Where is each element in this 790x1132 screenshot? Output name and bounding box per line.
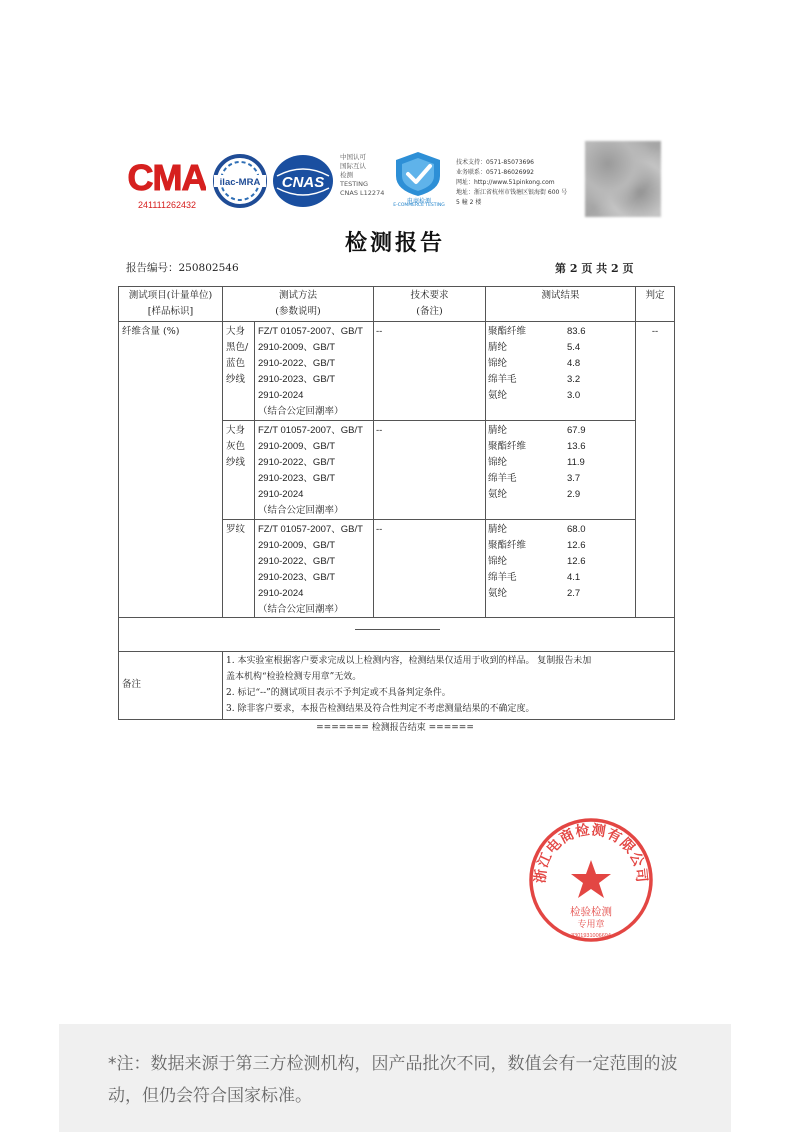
requirement-value: -- [376,425,383,436]
requirement-value: -- [376,524,383,535]
contact-tech-support: 技术支持：0571-85073696 [456,159,534,166]
blurred-qr-code [585,141,661,217]
sample-label: 罗纹 [226,524,246,535]
remark-3: 3. 除非客户要求，本报告检测结果及符合性判定不考虑测量结果的不确定度。 [226,704,535,714]
contact-website: 网址：http://www.51pinkong.com [456,179,555,186]
sample-label: 大身 灰色 纱线 [226,425,246,468]
ecommerce-testing-label: 电商检测 [406,198,431,205]
seal-label-1: 检验检测 [570,906,612,918]
header-requirement: 技术要求 (备注) [410,290,449,317]
cnas-logo-text: CNAS [281,174,325,191]
report-title: 检测报告 [344,230,445,256]
contact-address: 地址：浙江省杭州市钱塘区银海街 600 号 [456,189,568,196]
item-fiber-content: 纤维含量 (%) [122,326,180,337]
header-method: 测试方法 (参数说明) [275,290,321,317]
result-values: 67.9 13.6 11.9 3.7 2.9 [567,425,586,500]
seal-label-2: 专用章 [577,920,605,930]
result-names: 聚酯纤维 腈纶 锦纶 绵羊毛 氨纶 [488,326,527,401]
remarks-label: 备注 [122,679,142,690]
header-item: 测试项目(计量单位) [样品标识] [128,290,213,317]
seal-number: 3301931006694 [571,933,611,939]
cnas-logo [271,152,335,210]
test-method: FZ/T 01057-2007、GB/T 2910-2009、GB/T 2910-2022、GB/T 2910-2023、GB/T 2910-2024 （结合公定回潮率） [258,425,363,516]
remark-1: 1. 本实验室根据客户要求完成以上检测内容，检测结果仅适用于收到的样品。 复制报告未加 [226,656,592,666]
result-names: 腈纶 聚酯纤维 锦纶 绵羊毛 氨纶 [488,524,527,599]
sample-label: 大身 黑色/ 蓝色 纱线 [226,326,249,385]
test-method: FZ/T 01057-2007、GB/T 2910-2009、GB/T 2910-2022、GB/T 2910-2023、GB/T 2910-2024 （结合公定回潮率） [258,326,363,417]
test-method: FZ/T 01057-2007、GB/T 2910-2009、GB/T 2910-2022、GB/T 2910-2023、GB/T 2910-2024 （结合公定回潮率） [258,524,363,615]
ecommerce-testing-label-en: E-COMMERCE TESTING [393,203,445,208]
test-result-table [118,286,675,720]
page-info: 第 2 页 共 2 页 [555,262,634,275]
judgement-value: -- [651,326,659,337]
contact-info [456,158,567,208]
cma-number: 241111262432 [137,200,197,210]
header-result: 测试结果 [541,290,580,301]
report-end-line: ======= 检测报告结束 ====== [316,723,474,733]
cnas-accreditation-text: 中国认可 国际互认 检测 TESTING CNAS L12274 [340,153,385,197]
remark-2: 2. 标记“--”的测试项目表示不予判定或不具备判定条件。 [226,688,451,698]
remarks-content [226,653,672,717]
cma-logo [128,152,206,212]
ilac-mra-logo [212,152,268,210]
result-values: 83.6 5.4 4.8 3.2 3.0 [567,326,586,401]
ilac-logo-text: ilac-MRA [219,177,261,188]
requirement-value: -- [376,326,383,337]
result-names: 腈纶 聚酯纤维 锦纶 绵羊毛 氨纶 [488,425,527,500]
cma-logo-text: CMA [128,157,206,198]
result-values: 68.0 12.6 12.6 4.1 2.7 [567,524,586,599]
contact-business: 业务联系：0571-86026992 [456,169,534,176]
seal-company-name: 浙江电商检测有限公司 [532,822,650,884]
header-judgement: 判定 [645,290,665,301]
remark-1-cont: 盖本机构“检验检测专用章”无效。 [226,672,362,682]
footer-note: *注：数据来源于第三方检测机构，因产品批次不同，数值会有一定范围的波动，但仍会符合国家标准。 [108,1054,678,1106]
contact-address-2: 5 幢 2 楼 [456,199,482,206]
official-seal-stamp [527,816,655,944]
report-number: 报告编号：250802546 [126,262,239,274]
